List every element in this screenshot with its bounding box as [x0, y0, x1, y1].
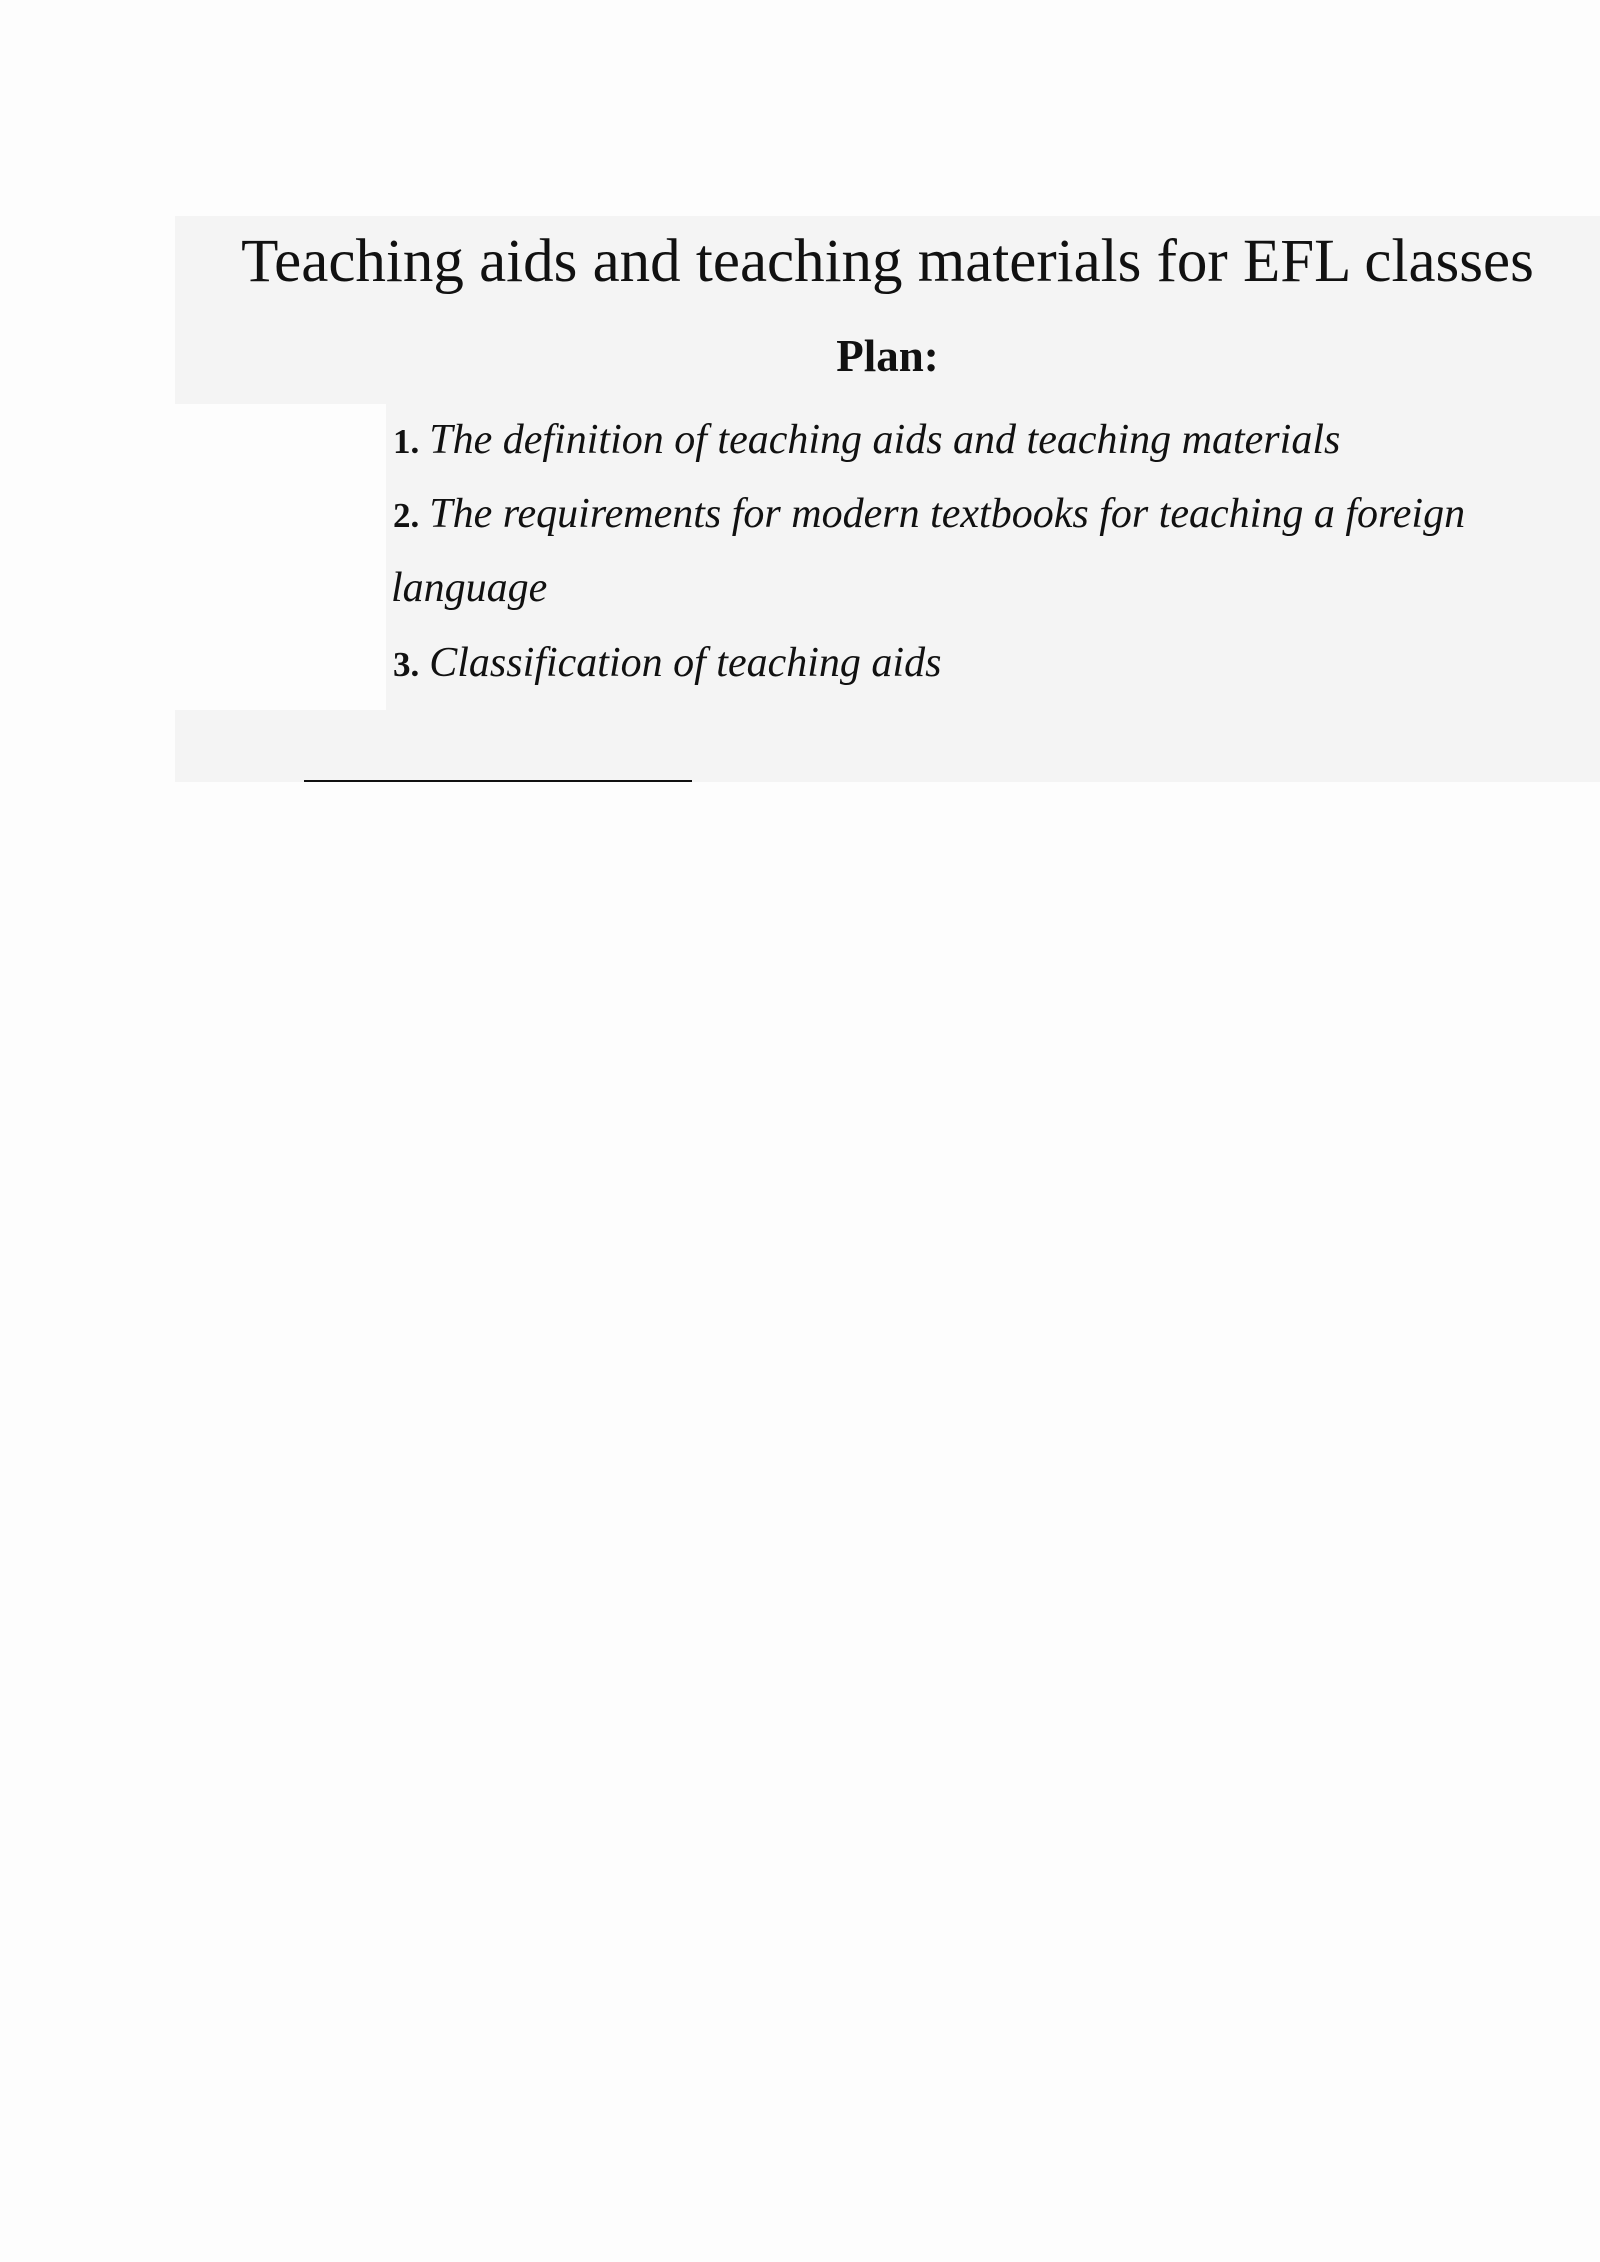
shaded-background: [175, 710, 1600, 782]
horizontal-rule: [304, 780, 692, 782]
plan-item-number: 1.: [393, 422, 420, 461]
plan-item-text: Classification of teaching aids: [429, 640, 942, 686]
plan-heading: Plan:: [836, 331, 939, 381]
document-title: Teaching aids and teaching materials for EFL classes: [241, 228, 1534, 295]
plan-item-number: 2.: [393, 496, 420, 535]
plan-item-1: [393, 411, 1340, 471]
plan-item-3: [393, 634, 941, 694]
plan-item-text: The definition of teaching aids and teaching materials: [429, 417, 1341, 463]
plan-item-text: The requirements for modern textbooks for teaching a foreign: [429, 491, 1466, 537]
plan-item-2-continuation: language: [391, 565, 548, 611]
plan-item-2: [393, 485, 1465, 545]
plan-item-number: 3.: [393, 645, 420, 684]
